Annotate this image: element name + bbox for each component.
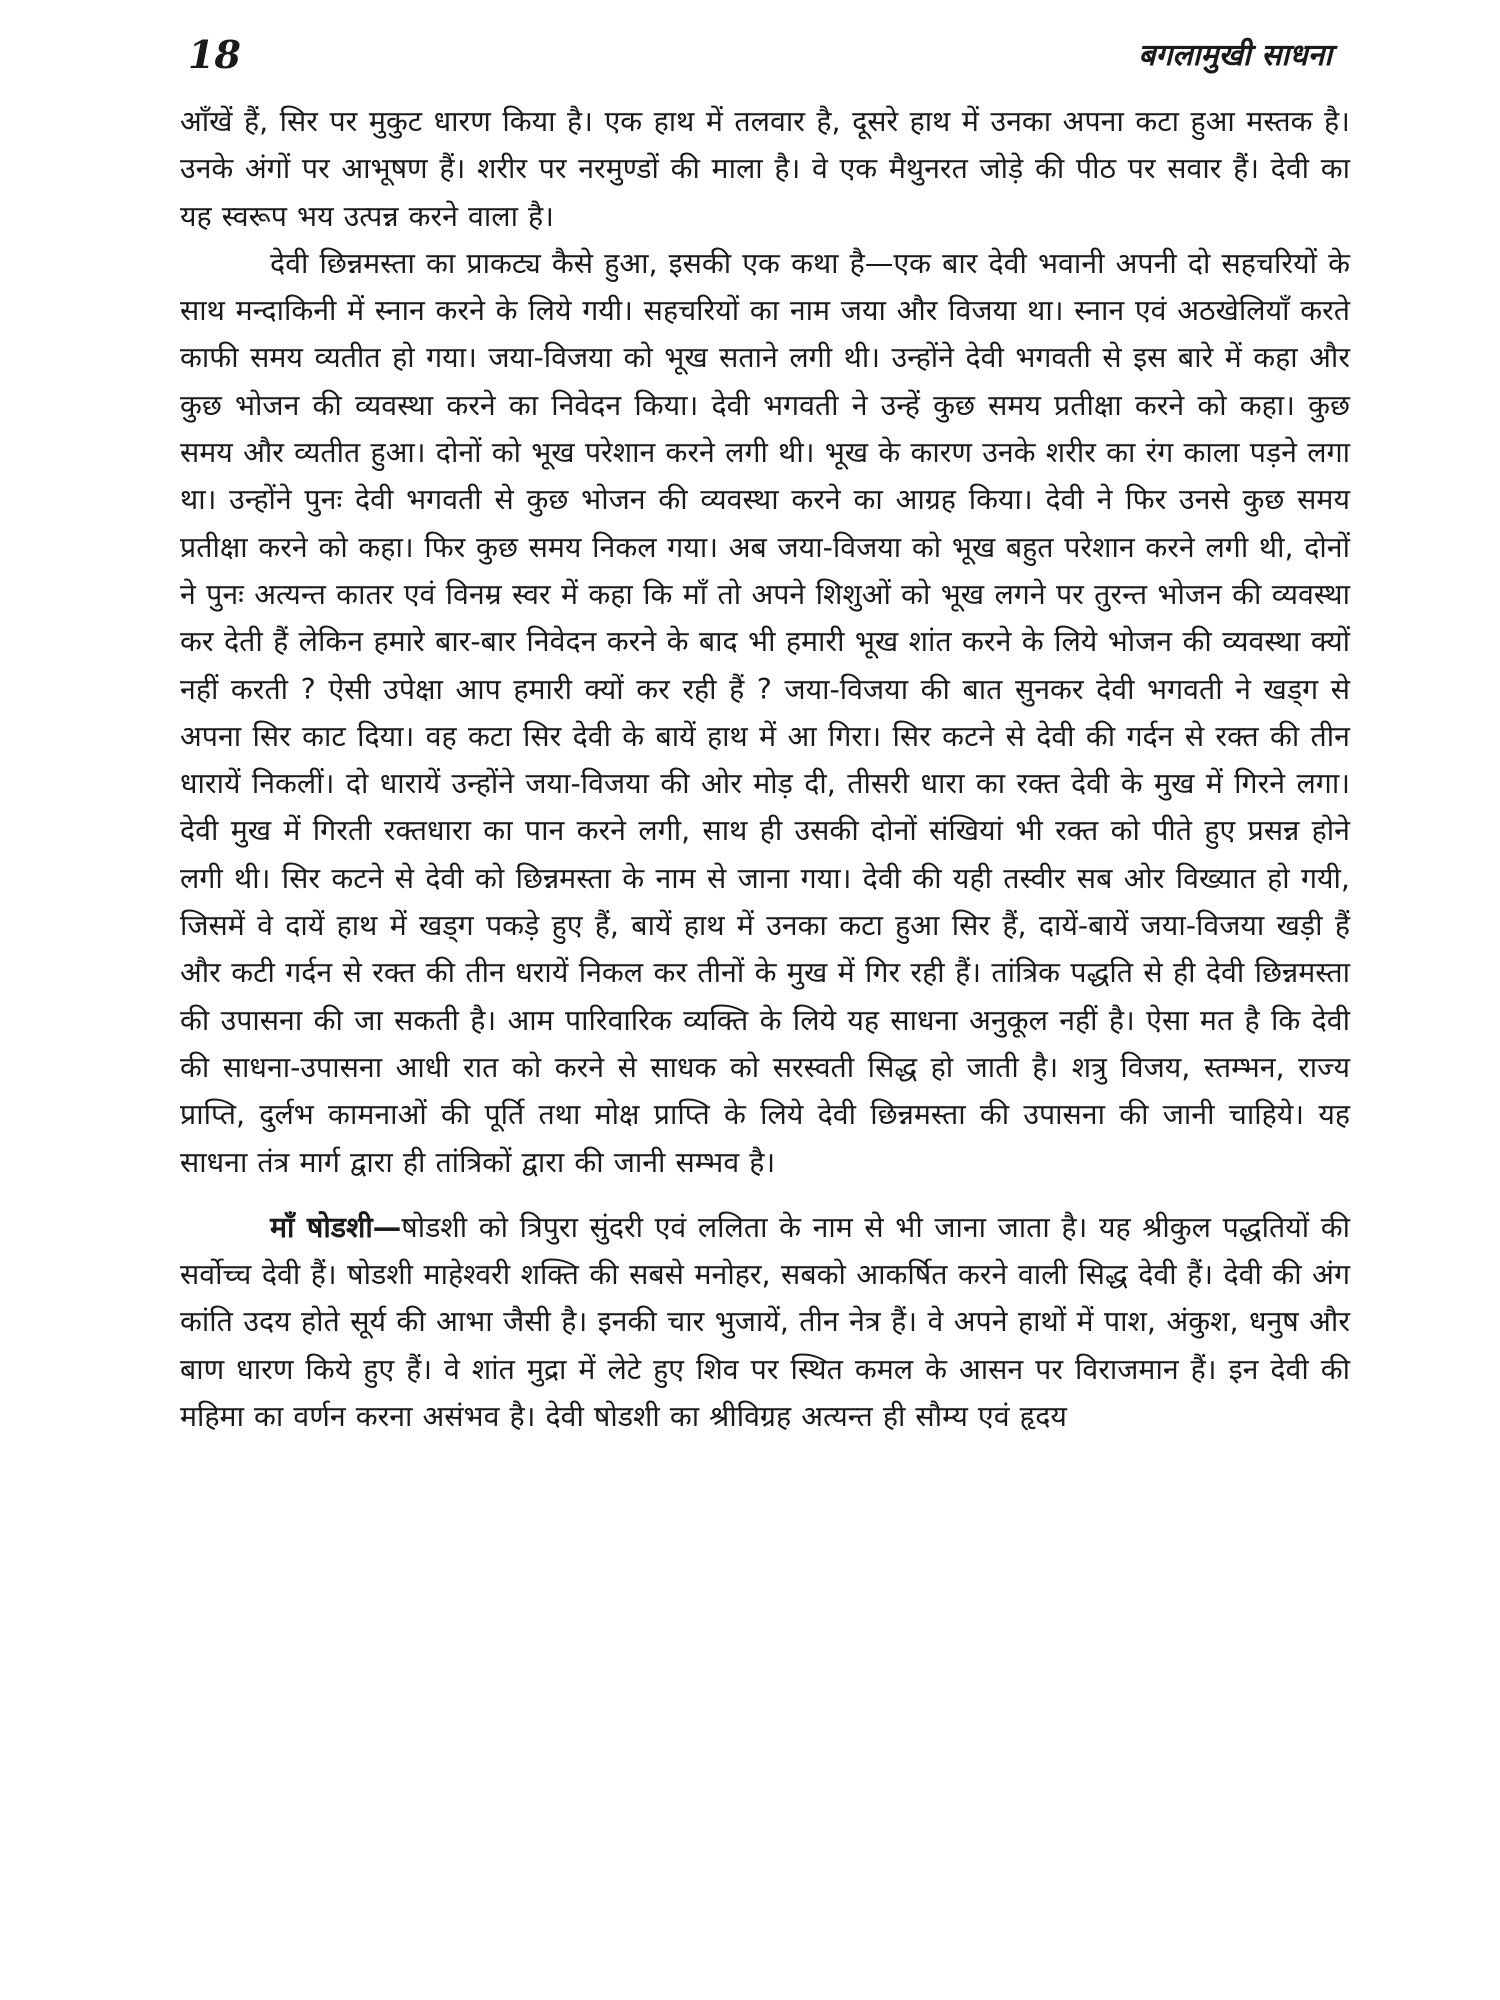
paragraph-chhinnamasta-story (180, 240, 1350, 1186)
body-text (180, 98, 1350, 1440)
paragraph-text: आँखें हैं, सिर पर मुकुट धारण किया है। एक हाथ में तलवार है, दूसरे हाथ में उनका अपना कटा हुआ मस्तक है। उनके अंगों पर आभूषण हैं। शरीर पर नरमुण्डों की माला है। वे एक मैथुनरत जोड़े की पीठ पर सवार हैं। देवी का यह स्वरूप भय उत्पन्न करने वाला है। (180, 105, 1350, 233)
section-heading-shodashi: माँ षोडशी— (270, 1210, 402, 1244)
paragraph-continued (180, 98, 1350, 240)
page-number: 18 (188, 32, 241, 77)
book-title: बगलामुखी साधना (1138, 38, 1332, 73)
paragraph-shodashi (180, 1204, 1350, 1440)
paragraph-text: देवी छिन्नमस्ता का प्राकट्य कैसे हुआ, इसकी एक कथा है—एक बार देवी भवानी अपनी दो सहचरियों के साथ मन्दाकिनी में स्नान करने के लिये गयी। सहचरियों का नाम जया और विजया था। स्नान एवं अठखेलियाँ करते काफी समय व्यतीत हो गया। जया-विजया को भूख सताने लगी थी। उन्होंने देवी भगवती से इस बारे में कहा और कुछ भोजन की व्यवस्था करने का निवेदन किया। देवी भगवती ने उन्हें कुछ समय प्रतीक्षा करने को कहा। कुछ समय और व्यतीत हुआ। दोनों को भूख परेशान करने लगी थी। भूख के कारण उनके शरीर का रंग काला पड़ने लगा था। उन्होंने पुनः देवी भगवती से कुछ भोजन की व्यवस्था करने का आग्रह किया। देवी ने फिर उनसे कुछ समय प्रतीक्षा करने को कहा। फिर कुछ समय निकल गया। अब जया-विजया को भूख बहुत परेशान करने लगी थी, दोनों ने पुनः अत्यन्त कातर एवं विनम्र स्वर में कहा कि माँ तो अपने शिशुओं को भूख लगने पर तुरन्त भोजन की व्यवस्था कर देती हैं लेकिन हमारे बार-बार निवेदन करने के बाद भी हमारी भूख शांत करने के लिये भोजन की व्यवस्था क्यों नहीं करती ? ऐसी उपेक्षा आप हमारी क्यों कर रही हैं ? जया-विजया की बात सुनकर देवी भगवती ने खड्ग से अपना सिर काट दिया। वह कटा सिर देवी के बायें हाथ में आ गिरा। सिर कटने से देवी की गर्दन से रक्त की तीन धारायें निकलीं। दो धारायें उन्होंने जया-विजया की ओर मोड़ दी, तीसरी धारा का रक्त देवी के मुख में गिरने लगा। देवी मुख में गिरती रक्तधारा का पान करने लगी, साथ ही उसकी दोनों संखियां भी रक्त को पीते हुए प्रसन्न होने लगी थी। सिर कटने से देवी को छिन्नमस्ता के नाम से जाना गया। देवी की यही तस्वीर सब ओर विख्यात हो गयी, जिसमें वे दायें हाथ में खड्ग पकड़े हुए हैं, बायें हाथ में उनका कटा हुआ सिर हैं, दायें-बायें जया-विजया खड़ी हैं और कटी गर्दन से रक्त की तीन धरायें निकल कर तीनों के मुख में गिर रही हैं। तांत्रिक पद्धति से ही देवी छिन्नमस्ता की उपासना की जा सकती है। आम पारिवारिक व्यक्ति के लिये यह साधना अनुकूल नहीं है। ऐसा मत है कि देवी की साधना-उपासना आधी रात को करने से साधक को सरस्वती सिद्ध हो जाती है। शत्रु विजय, स्तम्भन, राज्य प्राप्ति, दुर्लभ कामनाओं की पूर्ति तथा मोक्ष प्राप्ति के लिये देवी छिन्नमस्ता की उपासना की जानी चाहिये। यह साधना तंत्र मार्ग द्वारा ही तांत्रिकों द्वारा की जानी सम्भव है। (180, 246, 1350, 1179)
running-header (180, 28, 1350, 98)
paragraph-text: षोडशी को त्रिपुरा सुंदरी एवं ललिता के नाम से भी जाना जाता है। यह श्रीकुल पद्धतियों की सर्वोच्च देवी हैं। षोडशी माहेश्वरी शक्ति की सबसे मनोहर, सबको आकर्षित करने वाली सिद्ध देवी हैं। देवी की अंग कांति उदय होते सूर्य की आभा जैसी है। इनकी चार भुजायें, तीन नेत्र हैं। वे अपने हाथों में पाश, अंकुश, धनुष और बाण धारण किये हुए हैं। वे शांत मुद्रा में लेटे हुए शिव पर स्थित कमल के आसन पर विराजमान हैं। इन देवी की महिमा का वर्णन करना असंभव है। देवी षोडशी का श्रीविग्रह अत्यन्त ही सौम्य एवं हृदय (180, 1210, 1350, 1434)
book-page (180, 28, 1350, 1978)
